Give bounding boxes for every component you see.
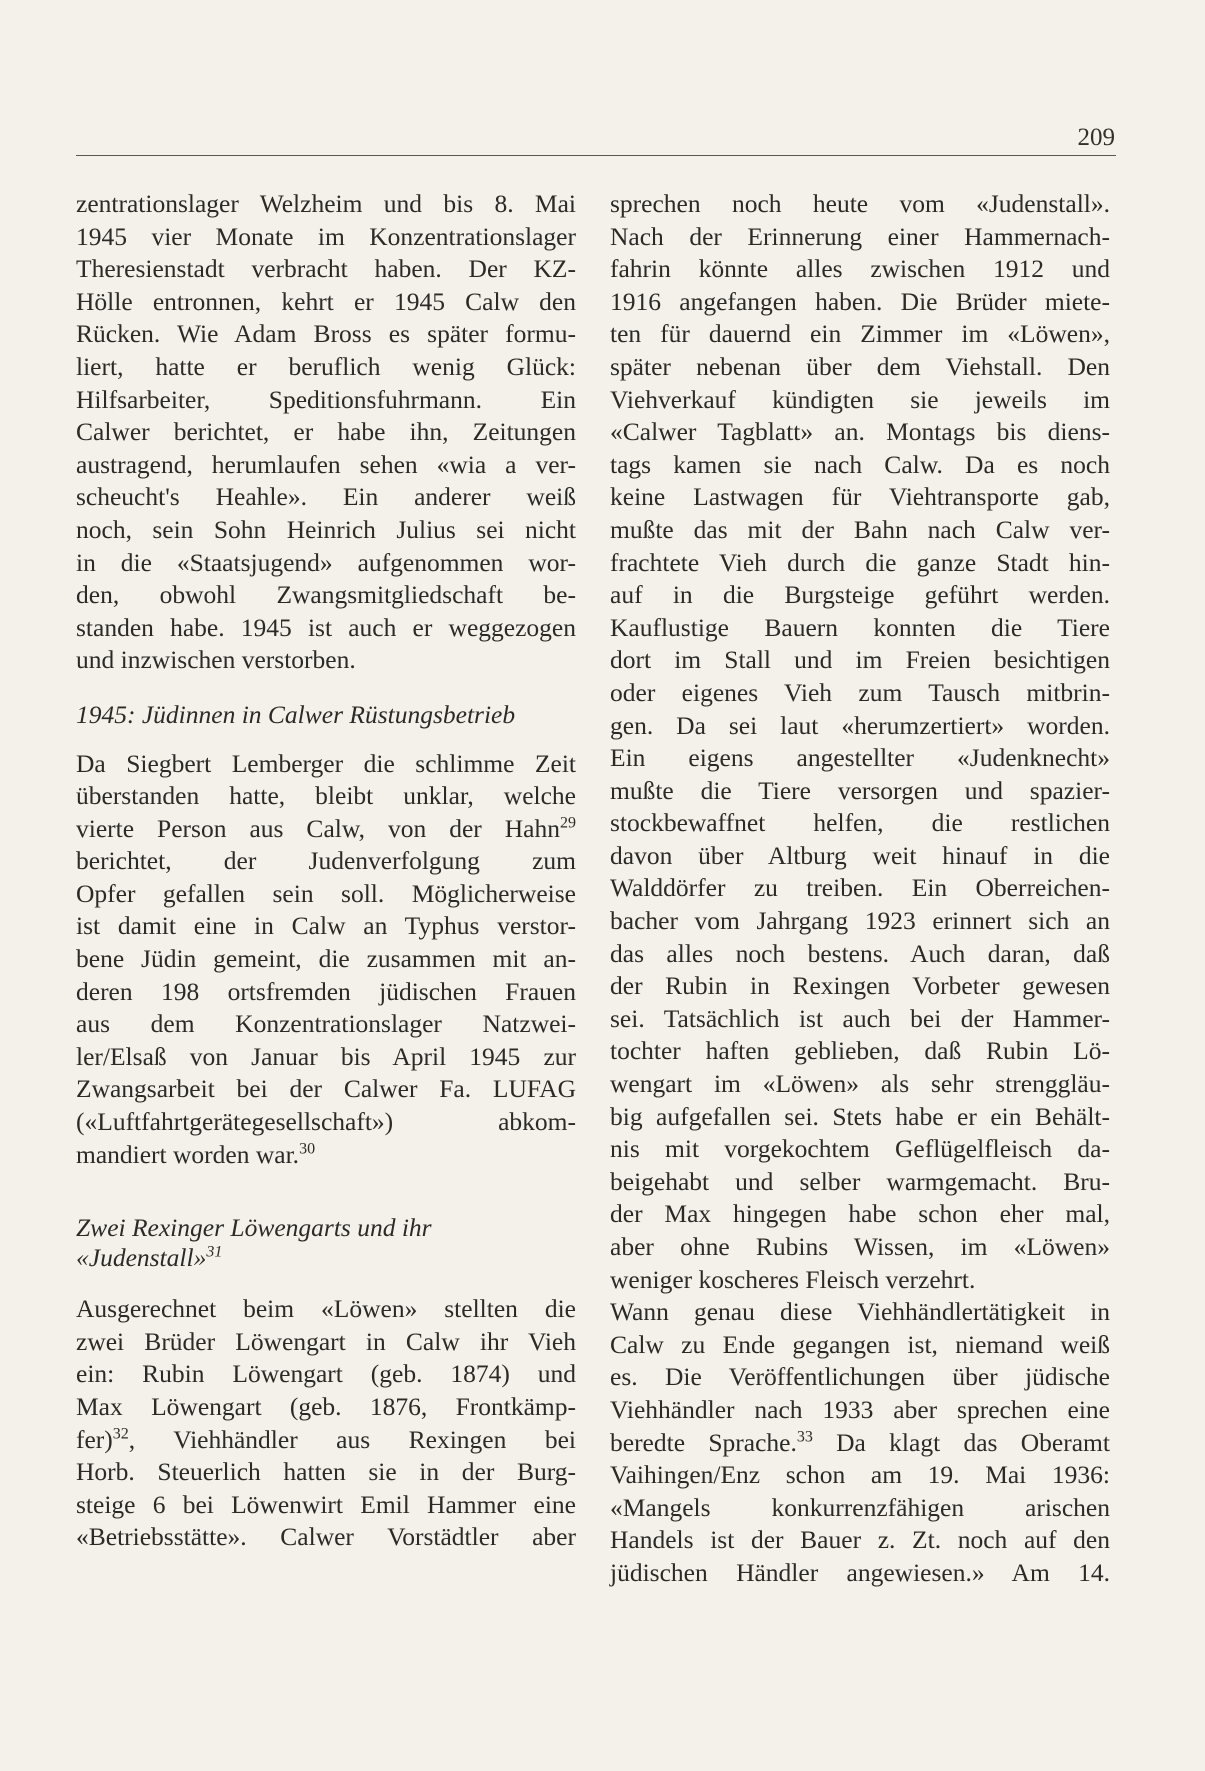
text-line: bacher vom Jahrgang 1923 erinnert sich an <box>610 906 1110 936</box>
text-line: steige 6 bei Löwenwirt Emil Hammer eine <box>76 1489 576 1519</box>
text-line: beigehabt und selber warmgemacht. Bru- <box>610 1166 1110 1196</box>
footnote-ref-32[interactable]: 32 <box>112 1425 129 1443</box>
text-line: jüdischen Händler angewiesen.» Am 14. <box>610 1557 1110 1587</box>
paragraph-right-1 <box>610 188 1110 1296</box>
paragraph-left-3 <box>76 1293 576 1554</box>
paragraph-left-1 <box>76 188 576 677</box>
text-line: es. Die Veröffentlichungen über jüdische <box>610 1362 1110 1392</box>
text-line: tochter haften geblieben, daß Rubin Lö- <box>610 1036 1110 1066</box>
text-line: nis mit vorgekochtem Geflügelfleisch da- <box>610 1134 1110 1164</box>
text-line: frachtete Vieh durch die ganze Stadt hin- <box>610 547 1110 577</box>
text-line: «Betriebsstätte». Calwer Vorstädtler aber <box>76 1522 576 1552</box>
text-line <box>76 1424 576 1457</box>
text-line: mußte die Tiere versorgen und spazier- <box>610 775 1110 805</box>
header-rule <box>76 155 1116 156</box>
text-line: keine Lastwagen für Viehtransporte gab, <box>610 482 1110 512</box>
text-line: «Mangels konkurrenzfähigen arischen <box>610 1492 1110 1522</box>
text-line: big aufgefallen sei. Stets habe er ein Behält- <box>610 1101 1110 1131</box>
text-line: weniger koscheres Fleisch verzehrt. <box>610 1264 976 1294</box>
text-line: auf in die Burgsteige geführt werden. <box>610 580 1110 610</box>
text-line: Viehverkauf kündigten sie jeweils im <box>610 384 1110 414</box>
text-line: zentrationslager Welzheim und bis 8. Mai <box>76 189 576 218</box>
text-line: Calw zu Ende gegangen ist, niemand weiß <box>610 1329 1110 1359</box>
text-line: Hilfsarbeiter, Speditionsfuhrmann. Ein <box>76 384 576 414</box>
text-fragment: vierte Person aus Calw, von der Hahn <box>76 813 560 843</box>
text-line: scheucht's Heahle». Ein anderer weiß <box>76 482 576 512</box>
text-line <box>76 1139 576 1172</box>
left-column <box>76 188 576 1554</box>
text-line: ten für dauernd ein Zimmer im «Löwen», <box>610 319 1110 349</box>
text-line: Nach der Erinnerung einer Hammernach- <box>610 221 1110 251</box>
text-line: Walddörfer zu treiben. Ein Oberreichen- <box>610 873 1110 903</box>
text-line: mußte das mit der Bahn nach Calw ver- <box>610 514 1110 544</box>
text-line: noch, sein Sohn Heinrich Julius sei nicht <box>76 514 576 544</box>
text-line: sei. Tatsächlich ist auch bei der Hammer- <box>610 1003 1110 1033</box>
text-fragment: Da klagt das Oberamt <box>812 1427 1110 1457</box>
footnote-ref-30[interactable]: 30 <box>299 1140 316 1158</box>
text-line: zwei Brüder Löwengart in Calw ihr Vieh <box>76 1326 576 1356</box>
text-line: Ein eigens angestellter «Judenknecht» <box>610 743 1110 773</box>
text-line: stockbewaffnet helfen, die restlichen <box>610 808 1110 838</box>
heading-line: Zwei Rexinger Löwengarts und ihr <box>76 1213 432 1243</box>
text-fragment: , Viehhändler aus Rexingen bei <box>128 1424 576 1454</box>
text-line: 1945 vier Monate im Konzentrationslager <box>76 221 576 251</box>
text-line: gen. Da sei laut «herumzertiert» worden. <box>610 710 1110 740</box>
text-line: Max Löwengart (geb. 1876, Frontkämp- <box>76 1392 576 1421</box>
text-line: Calwer berichtet, er habe ihn, Zeitungen <box>76 417 576 447</box>
text-line: der Max hingegen habe schon eher mal, <box>610 1199 1110 1229</box>
text-line: Opfer gefallen sein soll. Möglicherweise <box>76 878 576 908</box>
text-line: («Luftfahrtgerätegesellschaft») abkom- <box>76 1107 576 1137</box>
text-line: Zwangsarbeit bei der Calwer Fa. LUFAG <box>76 1074 576 1104</box>
text-line: fahrin könnte alles zwischen 1912 und <box>610 254 1110 284</box>
text-line: oder eigenes Vieh zum Tausch mitbrin- <box>610 677 1110 707</box>
section-heading-loewengarts <box>76 1213 576 1273</box>
text-line <box>610 1427 1110 1460</box>
text-line: Kauflustige Bauern konnten die Tiere <box>610 612 1110 642</box>
text-line: standen habe. 1945 ist auch er weggezogen <box>76 612 576 642</box>
text-line: Rücken. Wie Adam Bross es später formu- <box>76 319 576 349</box>
text-line: liert, hatte er beruflich wenig Glück: <box>76 351 576 381</box>
right-column <box>610 188 1110 1590</box>
text-line: ler/Elsaß von Januar bis April 1945 zur <box>76 1041 576 1071</box>
text-line: und inzwischen verstorben. <box>76 645 356 675</box>
text-line: Theresienstadt verbracht haben. Der KZ- <box>76 254 576 284</box>
text-line: den, obwohl Zwangsmitgliedschaft be- <box>76 580 576 610</box>
footnote-ref-31[interactable]: 31 <box>206 1243 223 1261</box>
text-line: Handels ist der Bauer z. Zt. noch auf den <box>610 1525 1110 1555</box>
text-line: Wann genau diese Viehhändlertätigkeit in <box>610 1297 1110 1327</box>
text-line: überstanden hatte, bleibt unklar, welche <box>76 781 576 811</box>
text-line: tags kamen sie nach Calw. Da es noch <box>610 449 1110 479</box>
text-line: «Calwer Tagblatt» an. Montags bis diens- <box>610 417 1110 447</box>
text-line: davon über Altburg weit hinauf in die <box>610 840 1110 870</box>
paragraph-right-2 <box>610 1296 1110 1589</box>
text-line: Horb. Steuerlich hatten sie in der Burg- <box>76 1457 576 1487</box>
text-fragment: beredte Sprache. <box>610 1427 797 1457</box>
text-fragment: mandiert worden war. <box>76 1139 300 1169</box>
heading-fragment: «Judenstall» <box>76 1243 207 1273</box>
text-line: Da Siegbert Lemberger die schlimme Zeit <box>76 748 576 778</box>
text-line: 1916 angefangen haben. Die Brüder miete- <box>610 286 1110 316</box>
text-line: bene Jüdin gemeint, die zusammen mit an- <box>76 944 576 974</box>
text-line: austragend, herumlaufen sehen «wia a ver- <box>76 449 576 479</box>
footnote-ref-33[interactable]: 33 <box>796 1428 813 1446</box>
heading-line <box>76 1243 576 1273</box>
text-line: dort im Stall und im Freien besichtigen <box>610 645 1110 675</box>
footnote-ref-29[interactable]: 29 <box>560 814 576 832</box>
text-line <box>76 813 576 846</box>
text-line: Vaihingen/Enz schon am 19. Mai 1936: <box>610 1460 1110 1490</box>
text-line: sprechen noch heute vom «Judenstall». <box>610 189 1110 218</box>
text-line: in die «Staatsjugend» aufgenommen wor- <box>76 547 576 577</box>
text-line: wengart im «Löwen» als sehr strenggläu- <box>610 1069 1110 1099</box>
text-line: berichtet, der Judenverfolgung zum <box>76 846 576 876</box>
text-line: Hölle entronnen, kehrt er 1945 Calw den <box>76 286 576 316</box>
paragraph-left-2 <box>76 748 576 1172</box>
text-fragment: fer) <box>76 1424 113 1454</box>
text-line: deren 198 ortsfremden jüdischen Frauen <box>76 976 576 1006</box>
text-line: Ausgerechnet beim «Löwen» stellten die <box>76 1294 576 1324</box>
section-heading-1945: 1945: Jüdinnen in Calwer Rüstungsbetrieb <box>76 699 516 729</box>
text-line: aber ohne Rubins Wissen, im «Löwen» <box>610 1232 1110 1261</box>
text-line: ein: Rubin Löwengart (geb. 1874) und <box>76 1359 576 1389</box>
text-line: aus dem Konzentrationslager Natzwei- <box>76 1009 576 1039</box>
text-line: der Rubin in Rexingen Vorbeter gewesen <box>610 971 1110 1001</box>
text-line: Viehhändler nach 1933 aber sprechen eine <box>610 1394 1110 1424</box>
text-line: das alles noch bestens. Auch daran, daß <box>610 938 1110 968</box>
text-line: ist damit eine in Calw an Typhus verstor- <box>76 911 576 941</box>
page-number: 209 <box>1077 124 1115 151</box>
text-line: später nebenan über dem Viehstall. Den <box>610 351 1110 381</box>
